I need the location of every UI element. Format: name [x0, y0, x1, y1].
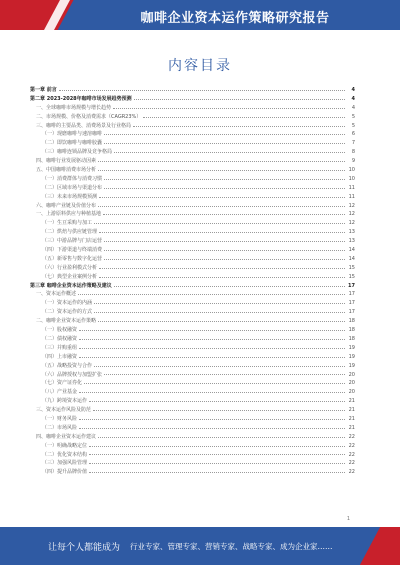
toc-entry-title: （二）烘焙与供应链管理	[42, 229, 98, 236]
toc-entry-title: 六、咖啡产业链及价值分布	[36, 202, 97, 209]
toc-dot-leader	[94, 312, 345, 313]
toc-entry-title: （三）并购重组	[42, 344, 78, 351]
toc-entry-page: 12	[348, 211, 355, 218]
toc-entry[interactable]	[30, 157, 355, 166]
toc-entry-title: 第一章 前言	[30, 87, 57, 93]
toc-entry[interactable]	[30, 459, 355, 468]
toc-dot-leader	[134, 99, 345, 100]
toc-dot-leader	[104, 374, 345, 375]
toc-entry-title: 五、中国咖啡消费市场分析	[36, 167, 97, 174]
toc-entry-page: 15	[348, 264, 355, 271]
toc-entry-title: 四、咖啡企业资本运作建议	[36, 433, 97, 440]
toc-entry[interactable]	[30, 175, 355, 184]
toc-entry-page: 4	[351, 87, 355, 93]
report-header-banner	[0, 0, 400, 30]
toc-entry[interactable]	[30, 397, 355, 406]
toc-entry-page: 21	[348, 424, 355, 431]
toc-entry-page: 10	[348, 175, 355, 182]
toc-entry[interactable]	[30, 139, 355, 148]
toc-dot-leader	[93, 410, 345, 411]
toc-entry-title: （六）行业盈利模式分析	[42, 264, 98, 271]
toc-entry-page: 6	[351, 131, 355, 138]
toc-entry[interactable]	[30, 290, 355, 299]
toc-dot-leader	[79, 330, 345, 331]
toc-entry[interactable]	[30, 95, 355, 104]
toc-entry[interactable]	[30, 86, 355, 95]
footer-banner	[0, 527, 400, 565]
toc-entry-page: 14	[348, 247, 355, 254]
footer-red-accent	[358, 527, 400, 565]
toc-dot-leader	[98, 161, 345, 162]
toc-entry-page: 21	[348, 398, 355, 405]
toc-entry-title: （六）品牌授权与加盟扩张	[42, 371, 103, 378]
page-number: 1	[346, 516, 350, 522]
toc-entry[interactable]	[30, 379, 355, 388]
toc-dot-leader	[89, 401, 345, 402]
toc-dot-leader	[78, 294, 345, 295]
toc-dot-leader	[98, 437, 345, 438]
toc-dot-leader	[99, 232, 345, 233]
toc-entry[interactable]	[30, 130, 355, 139]
toc-entry-page: 20	[348, 389, 355, 396]
toc-dot-leader	[104, 143, 345, 144]
toc-entry[interactable]	[30, 237, 355, 246]
toc-entry[interactable]	[30, 335, 355, 344]
toc-entry-title: （一）明确战略定位	[42, 442, 88, 449]
toc-entry-title: （三）中游品牌与门店运营	[42, 238, 103, 245]
toc-dot-leader	[79, 339, 345, 340]
toc-entry[interactable]	[30, 166, 355, 175]
toc-entry[interactable]	[30, 406, 355, 415]
toc-entry-page: 18	[348, 318, 355, 325]
toc-entry-page: 18	[348, 335, 355, 342]
toc-entry-page: 17	[348, 309, 355, 316]
toc-entry[interactable]	[30, 282, 355, 291]
toc-dot-leader	[104, 188, 345, 189]
toc-entry-page: 13	[348, 238, 355, 245]
toc-entry-title: （八）产业基金	[42, 389, 78, 396]
toc-entry-page: 11	[348, 193, 355, 200]
toc-entry[interactable]	[30, 122, 355, 131]
toc-entry-page: 5	[351, 113, 355, 120]
toc-dot-leader	[94, 366, 345, 367]
toc-entry[interactable]	[30, 317, 355, 326]
toc-dot-leader	[98, 170, 345, 171]
toc-entry-title: （一）财务风险	[42, 415, 78, 422]
toc-entry[interactable]	[30, 104, 355, 113]
toc-entry-title: （一）股权融资	[42, 327, 78, 334]
toc-dot-leader	[84, 383, 345, 384]
toc-dot-leader	[79, 428, 345, 429]
toc-entry[interactable]	[30, 362, 355, 371]
toc-entry[interactable]	[30, 148, 355, 157]
toc-entry-title: （四）上市融资	[42, 353, 78, 360]
toc-entry-title: 一、全球咖啡市场规模与增长趋势	[36, 104, 112, 111]
toc-dot-leader	[98, 321, 345, 322]
toc-dot-leader	[89, 446, 345, 447]
toc-entry[interactable]	[30, 202, 355, 211]
toc-entry-page: 21	[348, 415, 355, 422]
toc-entry-page: 17	[348, 291, 355, 298]
toc-entry-page: 19	[348, 362, 355, 369]
toc-entry-page: 8	[351, 149, 355, 156]
toc-entry[interactable]	[30, 255, 355, 264]
toc-entry[interactable]	[30, 113, 355, 122]
toc-entry-page: 22	[348, 442, 355, 449]
toc-entry-title: 二、咖啡企业资本运作策略	[36, 318, 97, 325]
toc-entry-title: （四）下游渠道与终端消费	[42, 247, 103, 254]
toc-entry-page: 4	[351, 104, 355, 111]
toc-entry[interactable]	[30, 326, 355, 335]
toc-entry-page: 20	[348, 380, 355, 387]
toc-dot-leader	[79, 419, 345, 420]
toc-dot-leader	[133, 126, 345, 127]
toc-entry[interactable]	[30, 219, 355, 228]
toc-entry-page: 21	[348, 407, 355, 414]
toc-entry-page: 10	[348, 167, 355, 174]
toc-entry-page: 4	[351, 95, 355, 102]
report-title: 咖啡企业资本运作策略研究报告	[140, 11, 330, 26]
toc-entry-page: 19	[348, 344, 355, 351]
toc-dot-leader	[143, 117, 345, 118]
toc-entry-title: （三）加强风险管理	[42, 460, 88, 467]
toc-entry-title: 一、上游原料供应与种植基地	[36, 211, 102, 218]
toc-entry[interactable]	[30, 299, 355, 308]
toc-dot-leader	[113, 108, 345, 109]
toc-dot-leader	[94, 303, 345, 304]
toc-entry[interactable]	[30, 264, 355, 273]
toc-entry-page: 5	[351, 122, 355, 129]
toc-entry[interactable]	[30, 388, 355, 397]
toc-dot-leader	[89, 463, 345, 464]
toc-dot-leader	[104, 179, 345, 180]
toc-dot-leader	[99, 277, 345, 278]
toc-entry[interactable]	[30, 451, 355, 460]
toc-entry-page: 7	[351, 140, 355, 147]
toc-entry-title: （二）即饮咖啡与咖啡胶囊	[42, 140, 103, 147]
toc-entry-page: 11	[348, 184, 355, 191]
toc-entry-page: 17	[348, 300, 355, 307]
toc-entry-title: （一）现磨咖啡与速溶咖啡	[42, 131, 103, 138]
toc-dot-leader	[89, 472, 345, 473]
toc-entry-title: 一、资本运作概述	[36, 291, 77, 298]
toc-entry-page: 22	[348, 433, 355, 440]
toc-entry[interactable]	[30, 193, 355, 202]
toc-entry-title: （七）资产证券化	[42, 380, 83, 387]
toc-dot-leader	[104, 134, 345, 135]
toc-entry[interactable]	[30, 468, 355, 477]
toc-entry-title: 四、咖啡行业发展驱动因素	[36, 158, 97, 165]
toc-entry-page: 22	[348, 469, 355, 476]
toc-entry[interactable]	[30, 210, 355, 219]
toc-entry-title: （二）区域市场与渠道分布	[42, 184, 103, 191]
toc-entry-page: 15	[348, 273, 355, 280]
toc-dot-leader	[89, 454, 345, 455]
toc-entry-title: 三、资本运作风险及防范	[36, 407, 92, 414]
toc-entry-page: 18	[348, 327, 355, 334]
toc-entry-title: （五）新零售与数字化运营	[42, 255, 103, 262]
toc-entry[interactable]	[30, 424, 355, 433]
toc-entry-title: （七）典型企业案例分析	[42, 273, 98, 280]
toc-dot-leader	[59, 90, 345, 91]
toc-heading: 内容目录	[168, 58, 232, 74]
toc-entry-page: 12	[348, 202, 355, 209]
toc-entry-title: 三、咖啡的主要品类、消费场景及行业格局	[36, 122, 132, 129]
toc-dot-leader	[114, 286, 345, 287]
toc-entry-title: （二）市场风险	[42, 424, 78, 431]
toc-entry-title: （四）提升品牌价值	[42, 469, 88, 476]
toc-entry-title: 第二章 2023-2028年咖啡市场发展趋势预测	[30, 95, 132, 102]
toc-dot-leader	[104, 250, 345, 251]
toc-entry[interactable]	[30, 273, 355, 282]
toc-entry-title: （三）未来市场规模预测	[42, 193, 98, 200]
toc-entry[interactable]	[30, 246, 355, 255]
toc-dot-leader	[94, 223, 345, 224]
toc-entry[interactable]	[30, 442, 355, 451]
toc-entry[interactable]	[30, 228, 355, 237]
footer-roles: 行业专家、管理专家、营销专家、战略专家、成为企业家……	[130, 542, 333, 551]
toc-entry-title: （九）跨境资本运作	[42, 398, 88, 405]
toc-entry-page: 19	[348, 353, 355, 360]
toc-entry-page: 20	[348, 371, 355, 378]
toc-dot-leader	[79, 348, 345, 349]
footer-slogan: 让每个人都能成为	[48, 543, 121, 553]
toc-entry[interactable]	[30, 415, 355, 424]
toc-dot-leader	[99, 268, 345, 269]
toc-entry[interactable]	[30, 184, 355, 193]
toc-entry-title: （一）生豆采购与加工	[42, 220, 93, 227]
toc-entry-title: 二、市场规模、价格及消费需求（CAGR23%）	[36, 113, 142, 120]
toc-dot-leader	[79, 392, 345, 393]
toc-dot-leader	[99, 197, 345, 198]
toc-entry-title: （二）资本运作的方式	[42, 309, 93, 316]
toc-entry-title: （一）消费群体与消费习惯	[42, 175, 103, 182]
toc-dot-leader	[104, 259, 345, 260]
toc-dot-leader	[103, 214, 345, 215]
toc-entry-page: 22	[348, 460, 355, 467]
toc-entry-page: 13	[348, 229, 355, 236]
toc-entry-title: （三）咖啡连锁品牌及竞争格局	[42, 149, 113, 156]
toc-dot-leader	[98, 206, 345, 207]
toc-entry-title: 第三章 咖啡企业资本运作策略及建议	[30, 282, 112, 289]
toc-dot-leader	[114, 152, 345, 153]
toc-entry[interactable]	[30, 308, 355, 317]
toc-dot-leader	[104, 241, 345, 242]
table-of-contents	[30, 86, 355, 477]
toc-entry-page: 12	[348, 220, 355, 227]
toc-entry-title: （一）资本运作的内涵	[42, 300, 93, 307]
toc-entry-page: 14	[348, 255, 355, 262]
toc-entry-page: 22	[348, 451, 355, 458]
toc-entry[interactable]	[30, 371, 355, 380]
toc-entry-title: （五）战略投资与合作	[42, 362, 93, 369]
toc-dot-leader	[79, 357, 345, 358]
toc-entry-title: （二）优化资本结构	[42, 451, 88, 458]
toc-entry[interactable]	[30, 353, 355, 362]
toc-entry-title: （二）债权融资	[42, 335, 78, 342]
toc-entry[interactable]	[30, 433, 355, 442]
toc-entry[interactable]	[30, 344, 355, 353]
toc-entry-page: 9	[351, 158, 355, 165]
toc-entry-page: 17	[348, 282, 355, 289]
